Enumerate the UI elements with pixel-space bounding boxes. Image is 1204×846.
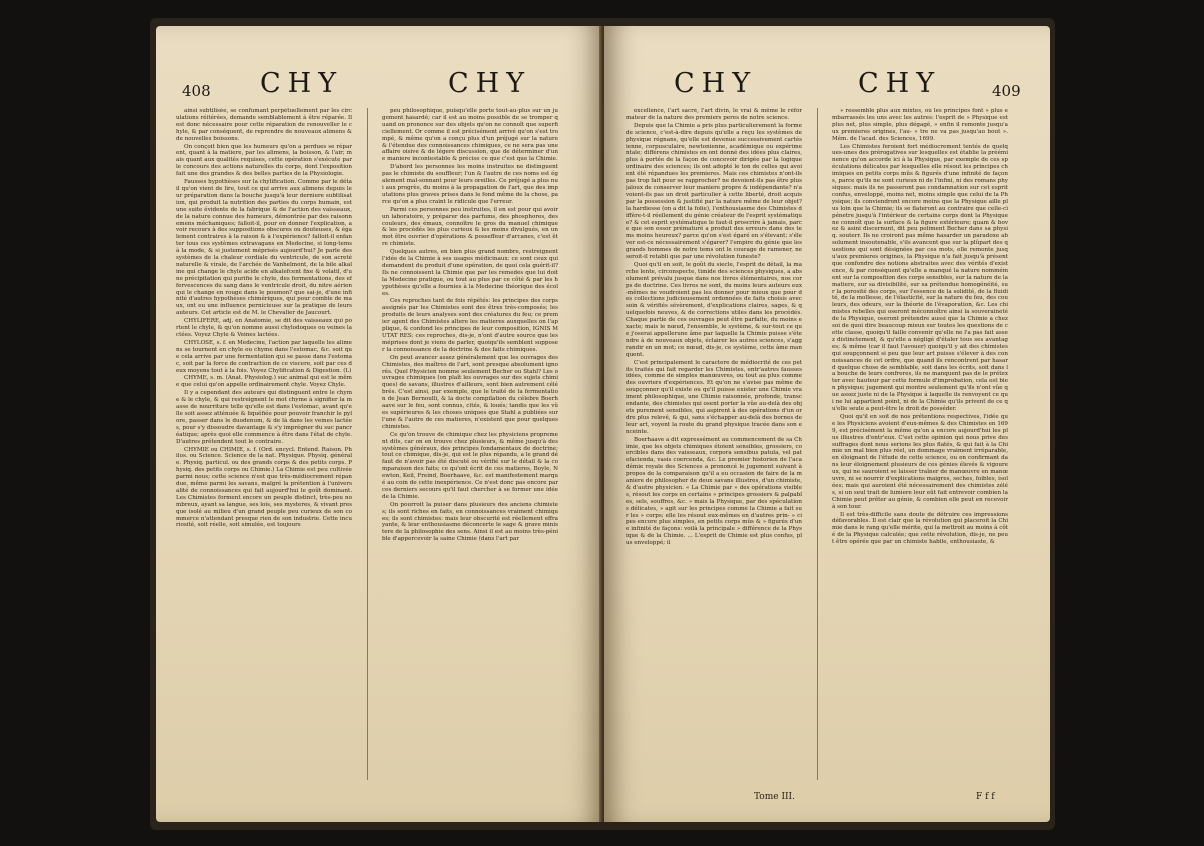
paragraph: CHYLOSE, s. f. en Medecine, l'action par laquelle les alimens se tournent en chyle ou chyme dans l'estomac, &c. soit que cela arrive par une fermentation qui se passe dans l'estomac, soit par la force de contraction de ce viscere, soit par ces deux moyens tout à la fois. Voyez Chylification & Digestion. (L) bbox=[176, 339, 352, 374]
paragraph: C'est principalement le caractere de médiocrité de ces petits traités qui fait regarder les Chimistes, entr'autres fausses idées, comme de simples manœuvres, ou tout au plus comme des ouvriers d'expériences. Et qu'on ne s'avise pas même de soupçonner qu'il existe ou qu'il puisse exister une Chimie vraiment philosophique, une Chimie raisonnée, profonde, transcendante, des chimistes qui osent porter la vûe au-delà des objets purement sensibles, qui aspirent à des opérations d'un ordre plus relevé, & qui, sans s'échapper au-delà des bornes de leur art, voyent la route du grand physique tracée dans son enceinte. bbox=[626, 359, 802, 435]
volume-signature: Tome III. bbox=[754, 792, 795, 802]
running-head-right-col: CHY bbox=[858, 68, 942, 99]
paragraph: D'abord les personnes les moins instruites ne distinguent pas le chimiste du souffleur; l'un & l'autre de ces noms est également mal-sonnant pour leurs oreilles. Ce préjugé a plus nui aux progrès, du moins à la propagation de l'art, que des imputations plus graves prises dans le fond même de la chose, parce qu'on a plus craint le ridicule que l'erreur. bbox=[382, 164, 558, 205]
paragraph: Les Chimistes feroient fort médiocrement tentés de quelques-unes des prérogatives sur lesquelles est établie la prééminence qu'on accorde ici à la Physique, par exemple de ces spéculations délicates par lesquelles elle résout les principes chimiques en petits corps mûs & figurés d'une infinité de façons, parce qu'ils ne sont curieux ni de l'infini, ni des romans physiques: mais ils ne passeront pas condamnation sur cet esprit confus, enveloppé, moins net, moins simple que celui de la Physique; ils conviendront encore moins que la Physique aille plus loin que la Chimie; ils se flateront au contraire que celle-ci pénetre jusqu'à l'intérieur de certains corps dont la Physique ne connoît que la surface & la figure extérieure; quam & bovez & asini discernunt, dit peu poliment Becher dans sa physiq. souterr. Ils ne croiront pas même hasarder un paradoxe absolument insoutenable, s'ils avancent que sur la plûpart des questions qui sont désignées par ces mots, elle remonte jusqu'aux premieres origines, la Physique n'a fait jusqu'à présent que confondre des notions abstraites avec des vérités d'existence, & par conséquent qu'elle a manqué la nature nommément sur la composition des corps sensibles, sur la nature de la matiere, sur sa divisibilité, sur sa prétendue homogénéité, sur la porosité des corps, sur l'essence de la solidité, de la fluidité, de la mollesse, de l'élasticité, sur la nature du feu, des couleurs, des odeurs, sur la théorie de l'évaporation, &c. Les chimistes rebelles qui oseront méconnoître ainsi la souveraineté de la Physique, oseront prétendre aussi que la Chimie a chez soi de quoi dire beaucoup mieux sur toutes les questions de cette classe, quoiqu'il faille convenir qu'elle ne l'a pas fait assez distinctement, & qu'elle a négligé d'étaler tous ses avantages; & même (car il faut l'avouer) quoiqu'il y ait des chimistes qui soupçonnent si peu que leur art puisse s'élever à des connoissances de cet ordre, que quand ils rencontrent par hasard quelque chose de semblable, soit dans les écrits, soit dans la bouche de leurs confreres, ils ne manquent pas de le prétexter avec hauteur par cette formule d'improbation, cela est bien physique; jugement qui montre seulement qu'ils n'ont vûe que assez juste ni de la Physique à laquelle ils renvoyent ce qui ne lui appartient point, ni de la Chimie qu'ils privent de ce qu'elle seule a peut-être le droit de posséder. bbox=[832, 143, 1008, 412]
right-page bbox=[604, 26, 1050, 822]
paragraph: Quoi qu'il en soit de nos prétentions respectives, l'idée que les Physiciens avoient d'eux-mêmes & des Chimistes en 1699, est précisément la même qu'on a encore aujourd'hui les plus illustres d'entr'eux. C'est cette opinion qui nous prive des suffrages dont nous serions les plus flatés, & qui fait à la Chimie un mal bien plus réel, un dommage vraiment irréparable, en éloignant de l'étude de cette science, ou en confirmant dans leur éloignement plusieurs de ces génies élevés & vigoureux, qui ne sauroient se laisser traîner de manœuvre en manœuvre, ni se nourrir d'explications maigres, seches, foibles, isolées; mais qui auroient été nécessairement des chimistes zélés, si un seul trait de lumiere leur eût fait entrevoir combien la Chimie peut prêter au génie, & combien elle peut en recevoir à son tour. bbox=[832, 413, 1008, 510]
left-page bbox=[156, 26, 602, 822]
paragraph: Parmi ces personnes peu instruites, il en est pour qui avoir un laboratoire, y préparer des parfums, des phosphores, des couleurs, des émaux, connoître le gros du manuel chimique & les procédés les plus curieux & les moins divulgués, en un mot être ouvrier d'opérations & posseffeur d'arcanes, c'est être chimiste. bbox=[382, 206, 558, 248]
running-head-left-col: CHY bbox=[260, 68, 344, 99]
paragraph: Fausses hypothèses sur la chylification. Comme par le détail qu'on vient de lire, tout ce qui arrive aux alimens depuis leur préparation dans la bouche jusqu'à leur derniere subtilisation, qui produit la nutrition des parties du corps humain, est une suite évidente de la fabrique & de l'action des vaisseaux, de la nature connue des humeurs, démontrée par des raisonnemens méchaniques; falloit-il, pour en donner l'explication, avoir recours à des suppositions obscures ou douteuses, & également contraires à la raison & à l'expérience? falloit-il enfanter tous ces systèmes extravagans en Medecine, si long-tems à la mode, & si justement méprisés aujourd'hui? Je parle des systèmes de la chaleur cordiale du ventricule, de son acreté naturelle & virale, de l'archée de Vanhelmont, de la bile alkaline qui change le chyle acide en alkalefcent fixe & volatil, d'une précipitation qui purifie le chyle, des fermentations, des effervescences du sang dans le ventricule droit, du nitre aérien qui le change en rouge dans le poumon? que sai-je, d'une infinité d'autres hypothèses chimériques, qui pour comble de maux, ont eu une influence pernicieuse sur la pratique de leurs auteurs. Cet article est de M. le Chevalier de Jaucourt. bbox=[176, 179, 352, 317]
paragraph: ainsi subtilisée, se confumant perpétuellement par les circulations réitérées, demande semblablement à être réparée. Il est donc nécessaire pour cette réparation de renouveller le chyle, & par conséquent, de reprendre de nouveaux alimens & de nouvelles boissons. bbox=[176, 108, 352, 142]
column-rule bbox=[367, 108, 368, 780]
open-book bbox=[150, 18, 1055, 830]
paragraph: Il est très-difficile sans doute de détruire ces impressions défavorables. Il est clair que la révolution qui placeroit la Chimie dans le rang qu'elle mérite, qui la mettroit au moins à côté de la Physique calculée; que cette révolution, dis-je, ne peut être opérée que par un chimiste habile, enthousiaste, & bbox=[832, 511, 1008, 546]
paragraph: Quelques autres, en bien plus grand nombre, restreignent l'idée de la Chimie à ses usages médicinaux: ce sont ceux qui demandent du produit d'une opération, de quoi cela guérit-il? Ils ne connoissent la Chimie que par les remedes que lui doit la Medecine pratique, ou tout au plus par ce côté & par les hypothèses qu'elle a fournies à la Medecine théorique des écoles. bbox=[382, 249, 558, 297]
paragraph: Quoi qu'il en soit, le goût du siecle, l'esprit de détail, la marche lente, circonspecte, timide des sciences physiques, a absolument prévalu jusque dans nos livres élémentaires, nos corps de doctrine. Ces livres ne sont, du moins leurs auteurs eux-mêmes ne voudroient pas les donner pour mieux que pour des collections judicieusement ordonnées de faits choisis avec soin & vérifiés sévèrement, d'explications claires, sages, & quelquefois neuves, & de corrections utiles dans les procédés. Chaque partie de ces ouvrages peut être parfaite, du moins exacte; mais le nœud, l'ensemble, le système, & sur-tout ce que j'oserai appellerune âme par laquelle la Chimie puisse s'étendre à de nouveaux objets, éclairer les autres sciences, s'aggrandir en un mot; ce nœud, dis-je, ce système, cette âme manquent. bbox=[626, 261, 802, 358]
paragraph: Ces reproches tant de fois répétés: les principes des corps assignés par les Chimistes sont des êtres très-composés; les produits de leurs analyses sont des créatures du feu; ce premier agent des Chimistes altere les matieres auxquelles on l'applique, & confond les principes de leur composition, IGNIS MUTAT RES: ces reproches, dis-je, n'ont d'autre source que les méprises dont je viens de parler, quoiqu'ils semblent supposer la connoissance de la doctrine & des faits chimiques. bbox=[382, 298, 558, 353]
right-page-header bbox=[604, 68, 1050, 108]
paragraph: On conçoit bien que les humeurs qu'on a perdues se réparent, quant à la matiere, par les alimens, la boisson, & l'air; mais quant aux qualités requises, cette opération s'exécute par le concours des actions naturelles du corps, dont l'exposition fait une des grandes & des belles parties de la Physiologie. bbox=[176, 143, 352, 178]
paragraph: CHYMIE ou CHIMIE, s. f. (Ord. encycl. Entend. Raison. Philos. ou Science. Science de la nat. Physique. Physiq. générale. Physiq. particul. ou des grands corps & des petits corps. Physiq. des petits corps ou Chimie.) La Chimie est peu cultivée parmi nous; cette science n'est que très-médiocrement répandue, même parmi les savans, malgré la prétention à l'universalité de connoissances qui fait aujourd'hui le goût dominant. Les Chimistes forment encore un peuple distinct, très-peu nombreux, ayant sa langue, ses lois, ses mysteres, & vivant presque isolé au milieu d'un grand peuple peu curieux de son commerce n'attendant presque rien de son industrie. Cette incuriosité, soit réelle, soit simulée, est toujours bbox=[176, 446, 352, 529]
paragraph: Boerhaave a dit expressément au commencement de sa Chimie, que les objets chimiques étoient sensibles, grossiers, coercibles dans des vaisseaux, corpora sensibus patula, vel patefacienda, vasis coercenda, &c. Le premier historien de l'académie royale des Sciences a prononcé le jugement suivant à propos de la comparaison qu'il a eu occasion de faire de la maniere de philosopher de deux savans illustres, d'un chimiste, & d'autre physicien. « La Chimie par » des opérations visibles, résout les corps en certains » principes grossiers & palpables, sels, souffres, &c. » mais la Physique, par des spéculations délicates, » agit sur les principes comme la Chimie a fait sur les » corps; elle les résout eux-mêmes en d'autres prin- » cipes encore plus simples, en petits corps mûs & » figurés d'une infinité de façons: voilà la principale » différence de la Physique & de la Chimie. ... L'esprit de Chimie est plus confus, plus enveloppé; il bbox=[626, 436, 802, 547]
paragraph: Ce qu'on trouve de chimique chez les physiciens proprement dits, car on en trouve chez plusieurs, & même jusqu'à des systèmes généraux, des principes fondamentaux de doctrine; tout ce chimique, dis-je, qui est le plus répandu, a le grand défaut de n'avoir pas été discuté ou vérifié sur le détail & la comparaison des faits; ce qu'ont écrit de ces matieres, Boyle, Newton, Keil, Freind, Boerhaave, &c. est manifestement marqué au coin de cette inexpérience. Ce n'est donc pas encore par ces derniers secours qu'il faut chercher à se former une idée de la Chimie. bbox=[382, 431, 558, 500]
column-rule bbox=[817, 108, 818, 780]
paragraph: CHYLIFERE, adj. en Anatomie, se dit des vaisseaux qui portent le chyle, & qu'on nomme aussi chylodoques ou veines lactées. Voyez Chyle & Veines lactées. bbox=[176, 318, 352, 338]
left-page-columns bbox=[176, 108, 578, 780]
paragraph: Il y a cependant des auteurs qui distinguent entre le chyme & le chyle, & qui restreignent le mot chyme à signifier la masse de nourriture telle qu'elle est dans l'estomac, avant qu'elle soit assez atténuée & liquéfiée pour pouvoir franchir le pylore, passer dans le duodenum, & de là dans les veines lactées, pour s'y dissoudre davantage & s'y imprégner du suc pancréatique; après quoi elle commence à être dans l'état de chyle. D'autres prétendent tout le contraire. bbox=[176, 390, 352, 445]
gathering-signature: F f f bbox=[976, 792, 995, 802]
left-page-header bbox=[156, 68, 602, 108]
left-page-column-1 bbox=[176, 108, 352, 780]
page-number-left: 408 bbox=[182, 82, 211, 100]
paragraph: » ressemble plus aux mixtes, où les principes font » plus embarrassés les uns avec les autres: l'esprit de » Physique est plus net, plus simple, plus dégagé, » enfin il remonte jusqu'aux premieres origines, l'au- » tre ne va pas jusqu'au bout ». Mém. de l'acad. des Sciences, 1699. bbox=[832, 108, 1008, 142]
paragraph: Depuis que la Chimie a pris plus particulierement la forme de science, c'est-à-dire depuis qu'elle a reçu les systèmes de physique régnans, qu'elle est devenue successivement cartésienne, corpusculaire, newtonienne, académique ou expérimentale; différens chimistes en ont donné des idées plus claires, plus à portée de la façon de concevoir dirigée par la logique ordinaire des sciences; ils ont adopté le ton de celles qui avoient été répandues les premieres. Mais ces chimistes n'ont-ils pas trop fait pour se rapprocher? ne devoient-ils pas être plus jaloux de conserver leur maniere propre & indépendante? n'avoient-ils pas un droit particulier à cette liberté, droit acquis par la possession & justifié par la nature même de leur objet? la hardiesse (on a dit la folie), l'enthousiasme des Chimistes diffère-t-il réellement du génie créateur de l'esprit systématique? & cet esprit systématique le faut-il proscrire à jamais, parce que son essor prématuré a produit des erreurs dans des tems moins heureux? parce qu'on s'est égaré en s'élevant; s'élever est-ce nécessairement s'égarer? l'empire du génie que les grands hommes de notre tems ont le courage de ramener, ne seroit-il retabli que par une révolution funeste? bbox=[626, 122, 802, 261]
paragraph: On peut avancer assez généralement que les ouvrages des Chimistes, des maîtres de l'art, sont presque absolument ignorés. Quel Physicien nomme seulement Becher ou Stahl? Les ouvrages chimiques (on plaît les ouvrages sur des sujets chimiques) de savans, illustres d'ailleurs, sont bien autrement célébrés. C'est ainsi, par exemple, que le traité de la fermentation de Jean Bernoulli, & la docte compilation du célebre Boerhaave sur le feu, sont connus, cités, & loués; tandis que les vûes supérieures & les choses uniques que Stahl a publiées sur l'une & l'autre de ces matieres, n'existent que pour quelques chimistes. bbox=[382, 354, 558, 430]
running-head-left-col: CHY bbox=[674, 68, 758, 99]
paragraph: On pourroit la puiser dans plusieurs des anciens chimistes; ils sont riches en faits, en connoissances vraiment chimiques; ils sont chimistes: mais leur obscurité est réellement effrayante, & leur enthousiasme déconcerte le sage & grave ministere de la philosophie des sens. Ainsi il est au moins très-pénible d'appercevoir la saine Chimie (dans l'art par bbox=[382, 501, 558, 543]
paragraph: CHYME, s. m. (Anat. Physiolog.) suc animal qui est le même que celui qu'on appelle ordinairement chyle. Voyez Chyle. bbox=[176, 375, 352, 389]
right-page-column-2 bbox=[832, 108, 1008, 780]
paragraph: excellence, l'art sacré, l'art divin, le vrai & même le réformateur de la nature des premiers peres de notre science. bbox=[626, 108, 802, 121]
page-number-right: 409 bbox=[992, 82, 1021, 100]
paragraph: peu philosophique, puisqu'elle porte tout-au-plus sur un jugement hasardé; car il est au moins possible de se tromper quand on prononce sur des objets qu'on ne connoît que superficiellement. Or comme il est précisément arrivé qu'on s'est trompé, & même qu'on a conçu plus d'un préjugé sur la nature & l'étendue des connoissances chimiques, ce ne sera pas une affaire oisive & de légere discussion, que de déterminer d'une maniere incontestable & précise ce que c'est que la Chimie. bbox=[382, 108, 558, 163]
right-page-column-1 bbox=[626, 108, 802, 780]
left-page-column-2 bbox=[382, 108, 558, 780]
right-page-columns bbox=[626, 108, 1028, 780]
running-head-right-col: CHY bbox=[448, 68, 532, 99]
